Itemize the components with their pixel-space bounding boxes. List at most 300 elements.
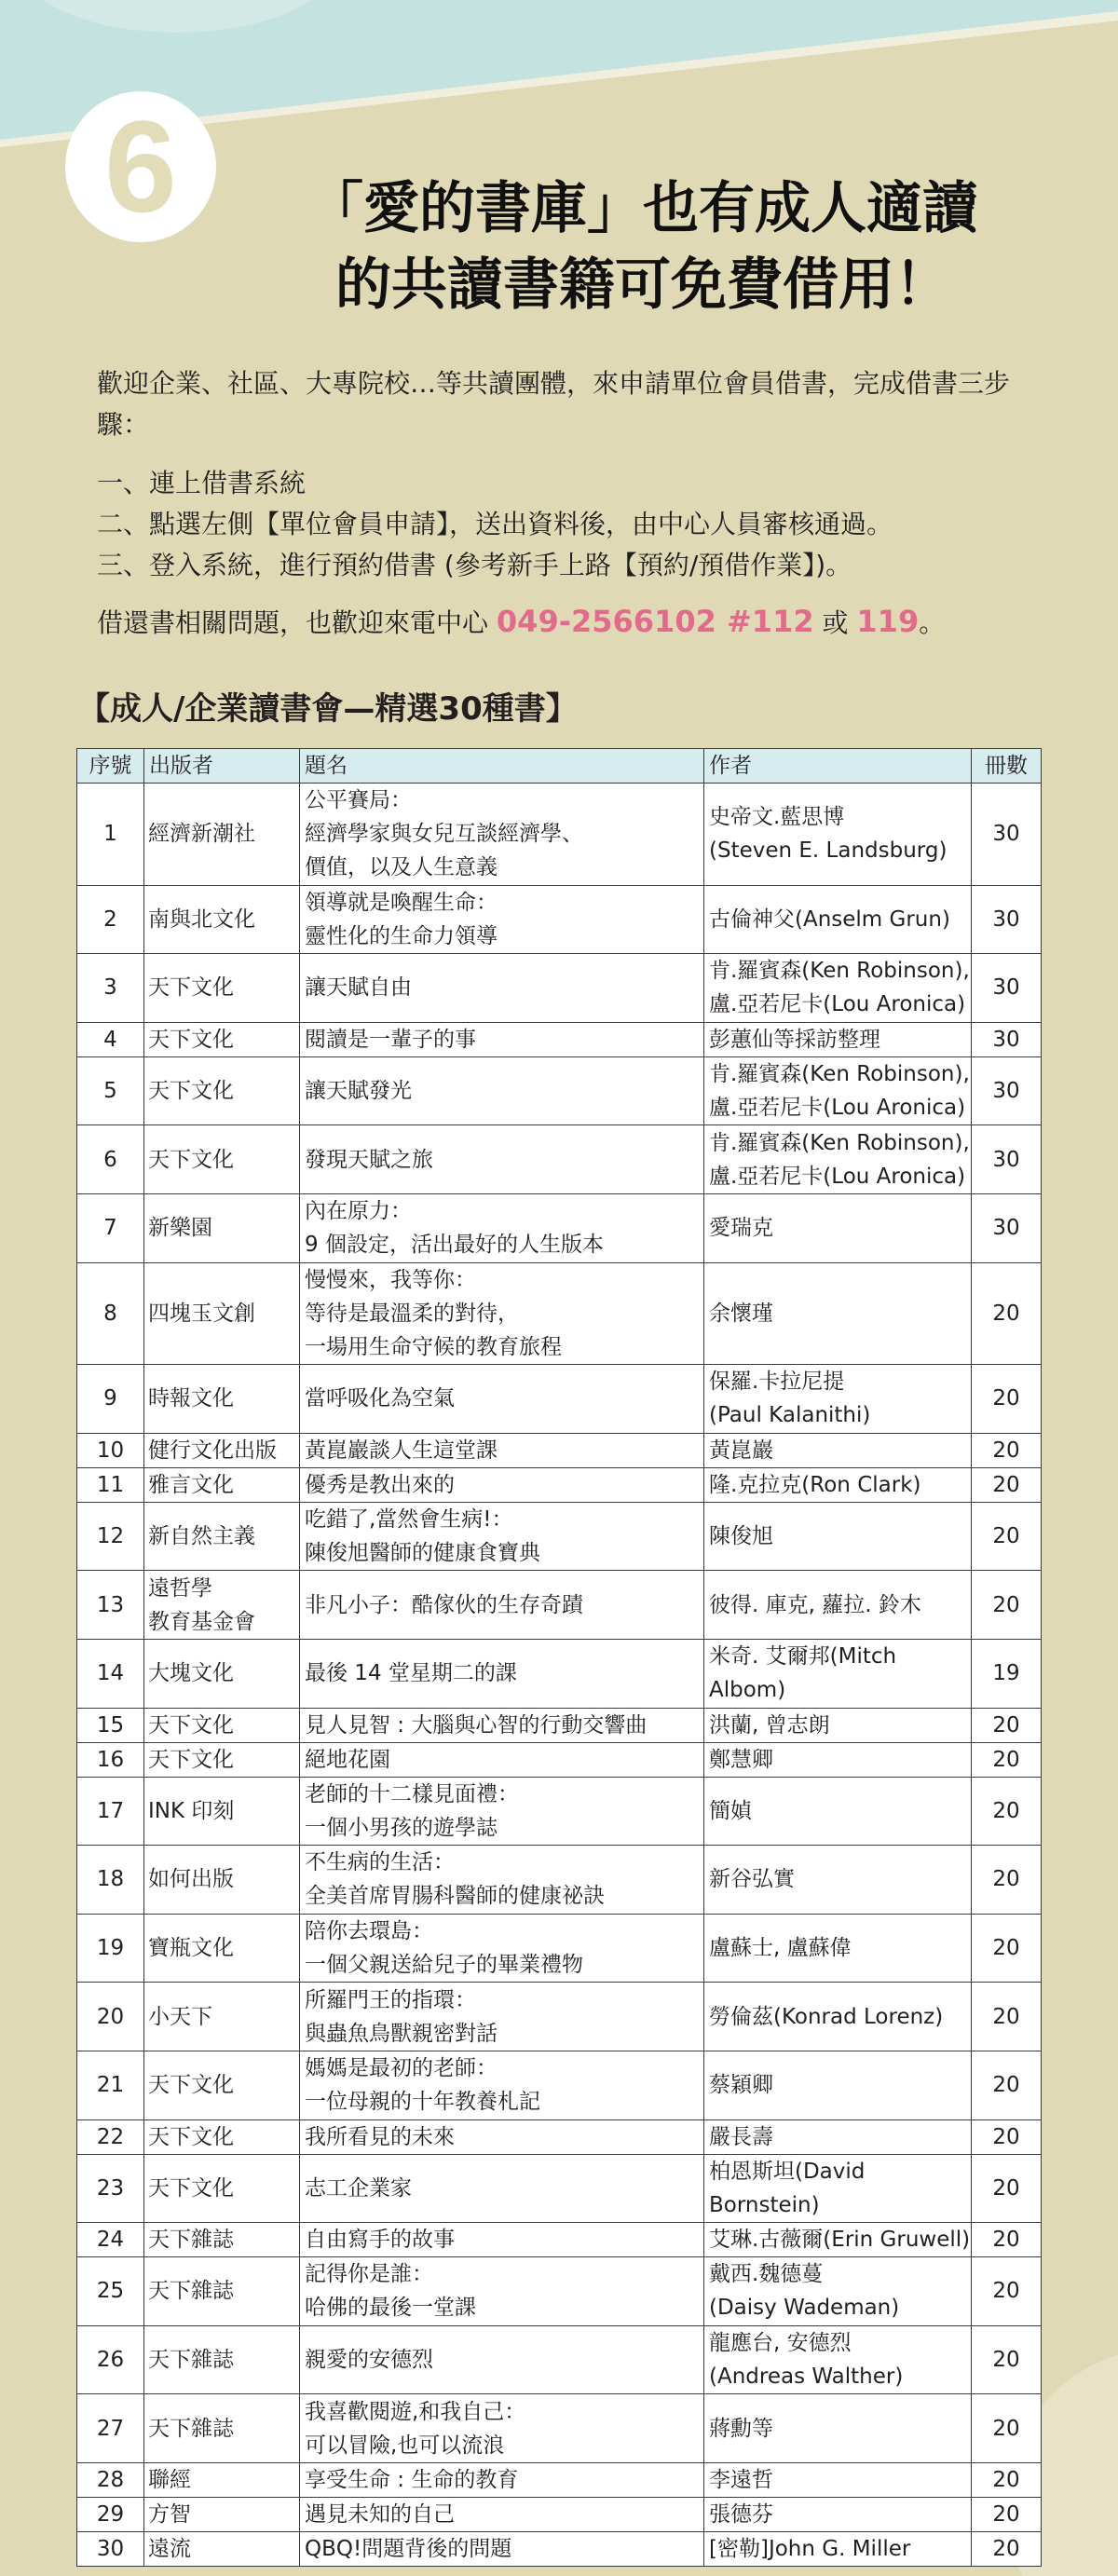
cell-publisher-line: 教育基金會	[148, 1609, 255, 1634]
cell-no: 28	[77, 2462, 144, 2497]
cell-title	[300, 1983, 704, 2051]
cell-author	[704, 784, 972, 886]
cell-publisher	[144, 1022, 300, 1056]
table-row	[77, 1262, 1042, 1365]
cell-publisher-line: 經濟新潮社	[148, 822, 255, 847]
cell-no: 10	[77, 1433, 144, 1467]
cell-title	[300, 1022, 704, 1056]
cell-title-line: 非凡小子：酷傢伙的生存奇蹟	[305, 1592, 583, 1617]
cell-publisher-line: 寶瓶文化	[148, 1936, 234, 1961]
header-no: 序號	[77, 749, 144, 784]
cell-count: 30	[972, 885, 1042, 954]
cell-author	[704, 954, 972, 1023]
cell-count: 30	[972, 1022, 1042, 1056]
cell-count: 20	[972, 1777, 1042, 1846]
table-row	[77, 1433, 1042, 1467]
cell-no: 11	[77, 1467, 144, 1502]
cell-count: 20	[972, 1365, 1042, 1434]
cell-publisher-line: 天下文化	[148, 2073, 234, 2098]
cell-publisher	[144, 2223, 300, 2257]
cell-publisher	[144, 1914, 300, 1983]
cell-no: 8	[77, 1262, 144, 1365]
section-number: 6	[104, 93, 177, 239]
table-row	[77, 784, 1042, 886]
contact-line	[97, 601, 945, 644]
cell-author	[704, 1502, 972, 1571]
cell-publisher-line: 天下文化	[148, 2175, 234, 2201]
cell-author	[704, 2394, 972, 2463]
cell-publisher-line: 方智	[148, 2501, 191, 2527]
cell-title-line: 一位母親的十年教養札記	[305, 2090, 540, 2115]
cell-title	[300, 1262, 704, 1365]
cell-author-line: 蔡穎卿	[709, 2073, 773, 2098]
cell-author	[704, 1193, 972, 1262]
cell-publisher	[144, 1742, 300, 1777]
cell-title-line: 哈佛的最後一堂課	[305, 2296, 476, 2321]
contact-or: 或	[813, 607, 857, 638]
table-row	[77, 2223, 1042, 2257]
cell-title-line: 自由寫手的故事	[305, 2228, 455, 2253]
cell-title	[300, 1742, 704, 1777]
cell-count: 30	[972, 954, 1042, 1023]
cell-publisher-line: 南與北文化	[148, 906, 255, 932]
cell-publisher	[144, 1777, 300, 1846]
cell-title	[300, 954, 704, 1023]
cell-title	[300, 2119, 704, 2154]
cell-title-line: 內在原力：	[305, 1199, 412, 1224]
cell-publisher-line: INK 印刻	[148, 1798, 235, 1823]
cell-author	[704, 1777, 972, 1846]
cell-count: 20	[972, 2531, 1042, 2566]
cell-author-line: 古倫神父(Anselm Grun)	[709, 906, 950, 932]
cell-count: 20	[972, 1571, 1042, 1640]
cell-publisher	[144, 1708, 300, 1742]
cell-title-line: 優秀是教出來的	[305, 1472, 455, 1497]
cell-author-line: (Paul Kalanithi)	[709, 1403, 871, 1428]
cell-title-line: 媽媽是最初的老師：	[305, 2056, 498, 2081]
steps-list	[97, 463, 893, 586]
cell-author-line: 愛瑞克	[709, 1216, 773, 1241]
cell-publisher	[144, 784, 300, 886]
cell-author-line: Albom)	[709, 1678, 786, 1703]
cell-title	[300, 1193, 704, 1262]
cell-title	[300, 2325, 704, 2394]
cell-author-line: 肯.羅賓森(Ken Robinson),	[709, 1130, 970, 1155]
cell-title-line: 一場用生命守候的教育旅程	[305, 1334, 562, 1359]
cell-publisher	[144, 1193, 300, 1262]
table-row	[77, 2497, 1042, 2531]
cell-title	[300, 1846, 704, 1915]
cell-author-line: 勞倫茲(Konrad Lorenz)	[709, 2004, 944, 2029]
cell-title	[300, 2051, 704, 2119]
cell-publisher-line: 新自然主義	[148, 1524, 255, 1549]
contact-ext: 119	[856, 604, 920, 639]
cell-count: 20	[972, 2223, 1042, 2257]
cell-no: 9	[77, 1365, 144, 1434]
cell-author-line: 蔣勳等	[709, 2416, 773, 2441]
cell-title	[300, 1125, 704, 1194]
cell-author	[704, 1983, 972, 2051]
contact-end: 。	[919, 607, 946, 638]
cell-title-line: 讓天賦發光	[305, 1079, 412, 1104]
cell-title-line: 可以冒險,也可以流浪	[305, 2433, 505, 2458]
cell-author	[704, 2223, 972, 2257]
cell-no: 22	[77, 2119, 144, 2154]
cell-publisher-line: 天下雜誌	[148, 2279, 234, 2304]
cell-publisher	[144, 2154, 300, 2223]
cell-title-line: 慢慢來，我等你：	[305, 1267, 476, 1292]
table-row	[77, 1502, 1042, 1571]
cell-author	[704, 2257, 972, 2326]
cell-title-line: 當呼吸化為空氣	[305, 1386, 455, 1411]
cell-no: 12	[77, 1502, 144, 1571]
cell-title	[300, 1639, 704, 1708]
cell-author	[704, 885, 972, 954]
cell-publisher-line: 天下雜誌	[148, 2416, 234, 2441]
cell-no: 29	[77, 2497, 144, 2531]
cell-author-line: 洪蘭, 曾志朗	[709, 1712, 830, 1738]
cell-author-line: [密勒]John G. Miller	[709, 2536, 911, 2561]
cell-title-line: 領導就是喚醒生命：	[305, 890, 498, 915]
cell-publisher-line: 天下文化	[148, 2124, 234, 2149]
cell-author	[704, 2119, 972, 2154]
cell-author	[704, 1125, 972, 1194]
cell-publisher-line: 遠流	[148, 2536, 191, 2561]
cell-publisher	[144, 1262, 300, 1365]
table-row	[77, 1056, 1042, 1125]
cell-title	[300, 2462, 704, 2497]
cell-publisher-line: 天下雜誌	[148, 2228, 234, 2253]
cell-publisher-line: 聯經	[148, 2467, 191, 2492]
cell-publisher-line: 天下雜誌	[148, 2347, 234, 2372]
table-row	[77, 2154, 1042, 2223]
cell-publisher	[144, 2531, 300, 2566]
cell-publisher-line: 天下文化	[148, 1079, 234, 1104]
cell-count: 20	[972, 2154, 1042, 2223]
cell-count: 30	[972, 1125, 1042, 1194]
cell-count: 19	[972, 1639, 1042, 1708]
contact-phone: 049-2566102 #112	[496, 604, 814, 639]
cell-author-line: 史帝文.藍思博	[709, 805, 845, 830]
cell-author-line: 彭蕙仙等採訪整理	[709, 1027, 880, 1052]
cell-count: 20	[972, 1262, 1042, 1365]
cell-count: 30	[972, 1056, 1042, 1125]
page-title-line2: 的共讀書籍可免費借用！	[335, 252, 950, 318]
cell-title-line: 價值，以及人生意義	[305, 855, 498, 880]
cell-author-line: 新谷弘實	[709, 1867, 795, 1892]
cell-no: 14	[77, 1639, 144, 1708]
table-row	[77, 1022, 1042, 1056]
cell-title-line: 經濟學家與女兒互談經濟學、	[305, 822, 583, 847]
cell-author-line: (Steven E. Landsburg)	[709, 838, 948, 864]
cell-author-line: 肯.羅賓森(Ken Robinson),	[709, 1062, 970, 1087]
cell-no: 4	[77, 1022, 144, 1056]
table-row	[77, 2325, 1042, 2394]
cell-no: 13	[77, 1571, 144, 1640]
cell-publisher	[144, 2394, 300, 2463]
cell-publisher-line: 天下文化	[148, 1147, 234, 1172]
cell-author-line: 黃崑巖	[709, 1438, 773, 1463]
cell-count: 20	[972, 2462, 1042, 2497]
cell-title-line: 記得你是誰：	[305, 2262, 433, 2287]
cell-no: 1	[77, 784, 144, 886]
cell-count: 20	[972, 2051, 1042, 2119]
cell-author-line: Bornstein)	[709, 2192, 820, 2217]
cell-author	[704, 2051, 972, 2119]
cell-publisher-line: 天下文化	[148, 975, 234, 1001]
cell-publisher	[144, 2051, 300, 2119]
page-title	[224, 170, 1062, 323]
cell-title-line: QBQ!問題背後的問題	[305, 2536, 512, 2561]
cell-publisher	[144, 2257, 300, 2326]
cell-publisher	[144, 2325, 300, 2394]
cell-no: 19	[77, 1914, 144, 1983]
table-row	[77, 2462, 1042, 2497]
header-author: 作者	[704, 749, 972, 784]
header-count: 冊數	[972, 749, 1042, 784]
cell-publisher-line: 遠哲學	[148, 1575, 212, 1601]
cell-publisher-line: 小天下	[148, 2004, 212, 2029]
cell-publisher-line: 新樂園	[148, 1216, 212, 1241]
cell-title	[300, 1433, 704, 1467]
cell-count: 20	[972, 1846, 1042, 1915]
cell-title	[300, 2394, 704, 2463]
cell-title	[300, 1777, 704, 1846]
header-publisher: 出版者	[144, 749, 300, 784]
table-row	[77, 1467, 1042, 1502]
cell-title-line: 我所看見的未來	[305, 2124, 455, 2149]
cell-author	[704, 1708, 972, 1742]
cell-title-line: 發現天賦之旅	[305, 1147, 433, 1172]
cell-count: 20	[972, 1467, 1042, 1502]
table-row	[77, 2119, 1042, 2154]
cell-publisher	[144, 1433, 300, 1467]
cell-author-line: 艾琳.古薇爾(Erin Gruwell)	[709, 2228, 971, 2253]
cell-count: 20	[972, 1708, 1042, 1742]
intro-paragraph: 歡迎企業、社區、大專院校…等共讀團體，來申請單位會員借書，完成借書三步驟：	[97, 368, 1011, 440]
cell-author	[704, 2497, 972, 2531]
table-row	[77, 1914, 1042, 1983]
cell-publisher	[144, 2119, 300, 2154]
cell-author-line: 保羅.卡拉尼提	[709, 1370, 845, 1395]
cell-publisher	[144, 1467, 300, 1502]
cell-author	[704, 1022, 972, 1056]
cell-title	[300, 2257, 704, 2326]
table-row	[77, 1777, 1042, 1846]
cell-count: 30	[972, 1193, 1042, 1262]
cell-no: 3	[77, 954, 144, 1023]
cell-author-line: 盧蘇士, 盧蘇偉	[709, 1936, 852, 1961]
cell-author	[704, 1639, 972, 1708]
cell-title	[300, 784, 704, 886]
cell-title-line: 等待是最溫柔的對待，	[305, 1301, 519, 1326]
cell-author	[704, 1846, 972, 1915]
cell-publisher	[144, 1056, 300, 1125]
cell-title-line: 老師的十二樣見面禮：	[305, 1781, 519, 1806]
cell-author	[704, 2325, 972, 2394]
header-title: 題名	[300, 749, 704, 784]
cell-author-line: 米奇. 艾爾邦(Mitch	[709, 1644, 897, 1670]
cell-no: 7	[77, 1193, 144, 1262]
cell-count: 20	[972, 1502, 1042, 1571]
cell-publisher-line: 時報文化	[148, 1386, 234, 1411]
cell-no: 30	[77, 2531, 144, 2566]
cell-title	[300, 2531, 704, 2566]
cell-author	[704, 2154, 972, 2223]
section-number-badge	[65, 91, 216, 242]
cell-publisher-line: 天下文化	[148, 1027, 234, 1052]
cell-title-line: 公平賽局：	[305, 788, 412, 813]
cell-author-line: (Andreas Walther)	[709, 2364, 904, 2389]
cell-title-line: 遇見未知的自己	[305, 2501, 455, 2527]
table-row	[77, 1846, 1042, 1915]
cell-title	[300, 1914, 704, 1983]
cell-author	[704, 1467, 972, 1502]
cell-title	[300, 1708, 704, 1742]
contact-text: 借還書相關問題，也歡迎來電中心	[97, 607, 497, 638]
cell-publisher	[144, 1571, 300, 1640]
cell-title	[300, 1502, 704, 1571]
table-row	[77, 2394, 1042, 2463]
cell-publisher	[144, 2462, 300, 2497]
table-row	[77, 1639, 1042, 1708]
cell-author-line: 盧.亞若尼卡(Lou Aronica)	[709, 1096, 966, 1121]
cell-title-line: 我喜歡閱遊,和我自己：	[305, 2399, 526, 2424]
table-row	[77, 2531, 1042, 2566]
cell-author-line: 李遠哲	[709, 2467, 773, 2492]
cell-publisher-line: 如何出版	[148, 1867, 234, 1892]
table-row	[77, 954, 1042, 1023]
cell-author-line: 張德芬	[709, 2501, 773, 2527]
cell-no: 24	[77, 2223, 144, 2257]
cell-title-line: 絕地花園	[305, 1747, 390, 1772]
cell-title-line: 最後 14 堂星期二的課	[305, 1661, 517, 1686]
cell-publisher	[144, 1639, 300, 1708]
table-row	[77, 885, 1042, 954]
cell-no: 6	[77, 1125, 144, 1194]
cell-title-line: 一個父親送給兒子的畢業禮物	[305, 1953, 583, 1978]
cell-author	[704, 2531, 972, 2566]
cell-title	[300, 885, 704, 954]
cell-publisher-line: 天下文化	[148, 1747, 234, 1772]
cell-title	[300, 2497, 704, 2531]
cell-count: 20	[972, 2497, 1042, 2531]
cell-title-line: 閱讀是一輩子的事	[305, 1027, 476, 1052]
cell-title-line: 不生病的生活：	[305, 1850, 455, 1875]
cell-author-line: 戴西.魏德蔓	[709, 2262, 824, 2287]
cell-author-line: 盧.亞若尼卡(Lou Aronica)	[709, 1164, 966, 1189]
cell-author-line: 盧.亞若尼卡(Lou Aronica)	[709, 992, 966, 1017]
cell-count: 20	[972, 1742, 1042, 1777]
table-row	[77, 1708, 1042, 1742]
cell-no: 25	[77, 2257, 144, 2326]
cell-no: 23	[77, 2154, 144, 2223]
cell-author-line: 肯.羅賓森(Ken Robinson),	[709, 959, 970, 984]
cell-publisher-line: 四塊玉文創	[148, 1301, 255, 1326]
cell-no: 17	[77, 1777, 144, 1846]
cell-author	[704, 1056, 972, 1125]
step-1: 一、連上借書系統	[97, 468, 307, 498]
cell-no: 5	[77, 1056, 144, 1125]
cell-publisher	[144, 1365, 300, 1434]
book-table	[76, 748, 1042, 2567]
cell-publisher-line: 大塊文化	[148, 1661, 234, 1686]
cell-title-line: 志工企業家	[305, 2175, 412, 2201]
cell-title-line: 享受生命 : 生命的教育	[305, 2467, 519, 2492]
table-row	[77, 1983, 1042, 2051]
cell-author	[704, 1742, 972, 1777]
table-row	[77, 2051, 1042, 2119]
cell-author-line: 嚴長壽	[709, 2124, 773, 2149]
cell-author-line: (Daisy Wademan)	[709, 2296, 900, 2321]
cell-author-line: 鄭慧卿	[709, 1747, 773, 1772]
cell-no: 2	[77, 885, 144, 954]
cell-title	[300, 1056, 704, 1125]
table-row	[77, 1125, 1042, 1194]
cell-publisher-line: 健行文化出版	[148, 1438, 277, 1463]
table-row	[77, 1742, 1042, 1777]
cell-no: 16	[77, 1742, 144, 1777]
cell-title	[300, 1467, 704, 1502]
cell-title-line: 與蟲魚鳥獸親密對話	[305, 2021, 498, 2046]
cell-publisher-line: 雅言文化	[148, 1472, 234, 1497]
cell-title-line: 讓天賦自由	[305, 975, 412, 1001]
cell-author-line: 簡媜	[709, 1798, 752, 1823]
cell-title	[300, 1365, 704, 1434]
cell-author	[704, 1914, 972, 1983]
cell-author	[704, 1571, 972, 1640]
cell-no: 20	[77, 1983, 144, 2051]
cell-no: 18	[77, 1846, 144, 1915]
cell-count: 20	[972, 1914, 1042, 1983]
cell-author	[704, 1433, 972, 1467]
cell-title	[300, 2223, 704, 2257]
step-3: 三、登入系統，進行預約借書 (參考新手上路【預約/預借作業】)。	[97, 550, 852, 580]
cell-publisher	[144, 1502, 300, 1571]
cell-title	[300, 1571, 704, 1640]
cell-title-line: 所羅門王的指環：	[305, 1987, 476, 2012]
step-2: 二、點選左側【單位會員申請】，送出資料後，由中心人員審核通過。	[97, 509, 893, 539]
cell-count: 20	[972, 2394, 1042, 2463]
cell-title-line: 見人見智 : 大腦與心智的行動交響曲	[305, 1712, 648, 1738]
cell-author-line: 龍應台, 安德烈	[709, 2330, 852, 2355]
cell-no: 21	[77, 2051, 144, 2119]
cell-publisher	[144, 1125, 300, 1194]
cell-count: 20	[972, 1983, 1042, 2051]
cell-publisher-line: 天下文化	[148, 1712, 234, 1738]
cell-count: 20	[972, 2325, 1042, 2394]
cell-title-line: 黃崑巖談人生這堂課	[305, 1438, 498, 1463]
table-row	[77, 1571, 1042, 1640]
cell-title-line: 親愛的安德烈	[305, 2347, 433, 2372]
cell-author-line: 陳俊旭	[709, 1524, 773, 1549]
cell-count: 20	[972, 2119, 1042, 2154]
cell-publisher	[144, 885, 300, 954]
table-row	[77, 2257, 1042, 2326]
cell-title	[300, 2154, 704, 2223]
cell-count: 20	[972, 2257, 1042, 2326]
cell-author-line: 柏恩斯坦(David	[709, 2159, 866, 2184]
cell-author-line: 余懷瑾	[709, 1301, 773, 1326]
cell-no: 15	[77, 1708, 144, 1742]
cell-author-line: 彼得. 庫克, 蘿拉. 鈴木	[709, 1592, 921, 1617]
page-title-line1: 「愛的書庫」也有成人適讀	[307, 176, 978, 241]
cell-publisher	[144, 1983, 300, 2051]
cell-title-line: 陪你去環島：	[305, 1919, 433, 1944]
cell-no: 27	[77, 2394, 144, 2463]
table-header-row	[77, 749, 1042, 784]
cell-publisher	[144, 1846, 300, 1915]
